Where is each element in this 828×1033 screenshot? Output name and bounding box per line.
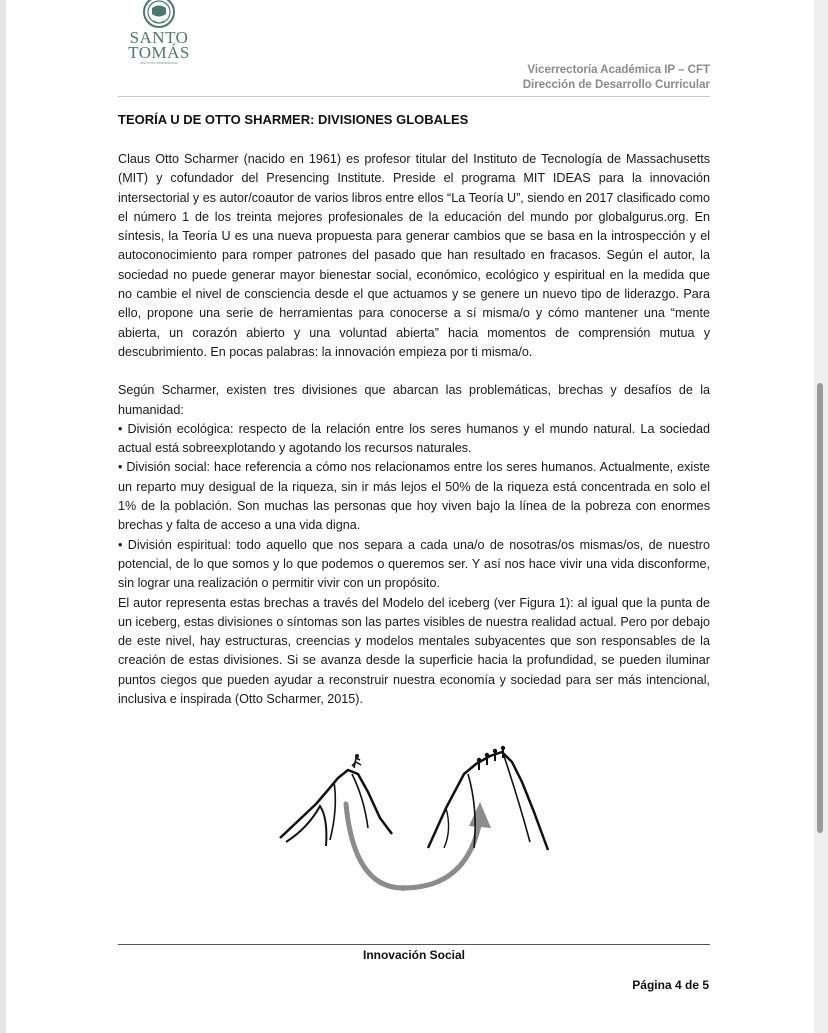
document-title: TEORÍA U DE OTTO SHARMER: DIVISIONES GLOBALES	[118, 112, 469, 127]
paragraph-intro: Claus Otto Scharmer (nacido en 1961) es profesor titular del Instituto de Tecnología de Massachusetts (MIT) y cofundador del Presencing Institute. Preside el programa MIT IDEAS para la innovación intersectorial y es autor/coautor de varios libros entre ellos “La Teoría U”, siendo en 2017 clasificado como el número 1 de los treinta mejores profesionales de la educación del mundo por globalgurus.org. En síntesis, la Teoría U es una nueva propuesta para generar cambios que se basa en la introspección y el autoconocimiento para romper patrones del pasado que han resultado en fracasos. Según el autor, la sociedad no puede generar mayor bienestar social, económico, ecológico y espiritual en la medida que no cambie el nivel de consciencia desde el que actuamos y se genere un nuevo tipo de liderazgo. Para ello, propone una serie de herramientas para conocerse a sí misma/o y cómo mantener una “mente abierta, un corazón abierto y una voluntad abierta” hacia momentos de comprensión mutua y descubrimiento. En pocas palabras: la innovación empieza por ti misma/o.	[118, 152, 710, 359]
header-divider	[118, 96, 710, 97]
footer-course-name: Innovación Social	[362, 948, 466, 962]
department-line-2: Dirección de Desarrollo Curricular	[522, 79, 710, 91]
bullet-social: • División social: hace referencia a cómo nos relacionamos entre los seres humanos. Actualmente, existe un reparto muy desigual de la riqueza, sin ir más lejos el 50% de la riqueza está concentrada en solo el 1% de la población. Son muchas las personas que hoy viven bajo la línea de la pobreza con enormes brechas y falta de acceso a una vida digna.	[118, 460, 710, 533]
left-climber	[352, 758, 361, 768]
vertical-scrollbar[interactable]	[817, 383, 823, 833]
bullet-ecological: • División ecológica: respecto de la relación entre los seres humanos y el mundo natural. La sociedad actual está sobreexplotando y agotando los recursos naturales.	[118, 421, 710, 456]
u-arrow-head	[469, 802, 491, 828]
bullet-spiritual: • División espiritual: todo aquello que nos separa a cada una/o de nosotras/os mismas/os, de nuestro potencial, de lo que somos y lo que podemos o queremos ser. Y así nos hace vivir una vida disconforme, sin lograr una realización o permitir vivir con un propósito.	[118, 537, 710, 591]
theory-u-mountains-figure	[268, 738, 558, 898]
department-header	[523, 63, 710, 93]
logo-line-2: TOMÁS	[128, 43, 190, 62]
right-climbers	[477, 746, 505, 770]
santo-tomas-logo	[118, 0, 200, 82]
page-number: Página 4 de 5	[632, 978, 709, 992]
document-body	[118, 150, 710, 709]
logo-line-1: SANTO	[129, 28, 189, 47]
footer-divider	[118, 944, 710, 945]
paragraph-divisions-intro: Según Scharmer, existen tres divisiones que abarcan las problemáticas, brechas y desafíos de la humanidad:	[118, 383, 710, 417]
page-left-edge	[0, 0, 6, 1033]
department-line-1: Vicerrectoría Académica IP – CFT	[527, 64, 710, 76]
logo-subtitle: INSTITUTO PROFESIONAL	[140, 61, 178, 65]
paragraph-iceberg: El autor representa estas brechas a través del Modelo del iceberg (ver Figura 1): al igual que la punta de un iceberg, estas divisiones o síntomas son las partes visibles de nuestra realidad actual. Pero por debajo de este nivel, hay estructuras, creencias y modelos mentales subyacentes que son responsables de la creación de estas divisiones. Si se avanza desde la superficie hacia la profundidad, se pueden iluminar puntos ciegos que pueden ayudar a reconstruir nuestra economía y sociedad para ser más intencional, inclusiva e inspirada (Otto Scharmer, 2015).	[118, 595, 710, 707]
right-mountain	[428, 752, 548, 850]
seal-icon	[141, 0, 177, 30]
